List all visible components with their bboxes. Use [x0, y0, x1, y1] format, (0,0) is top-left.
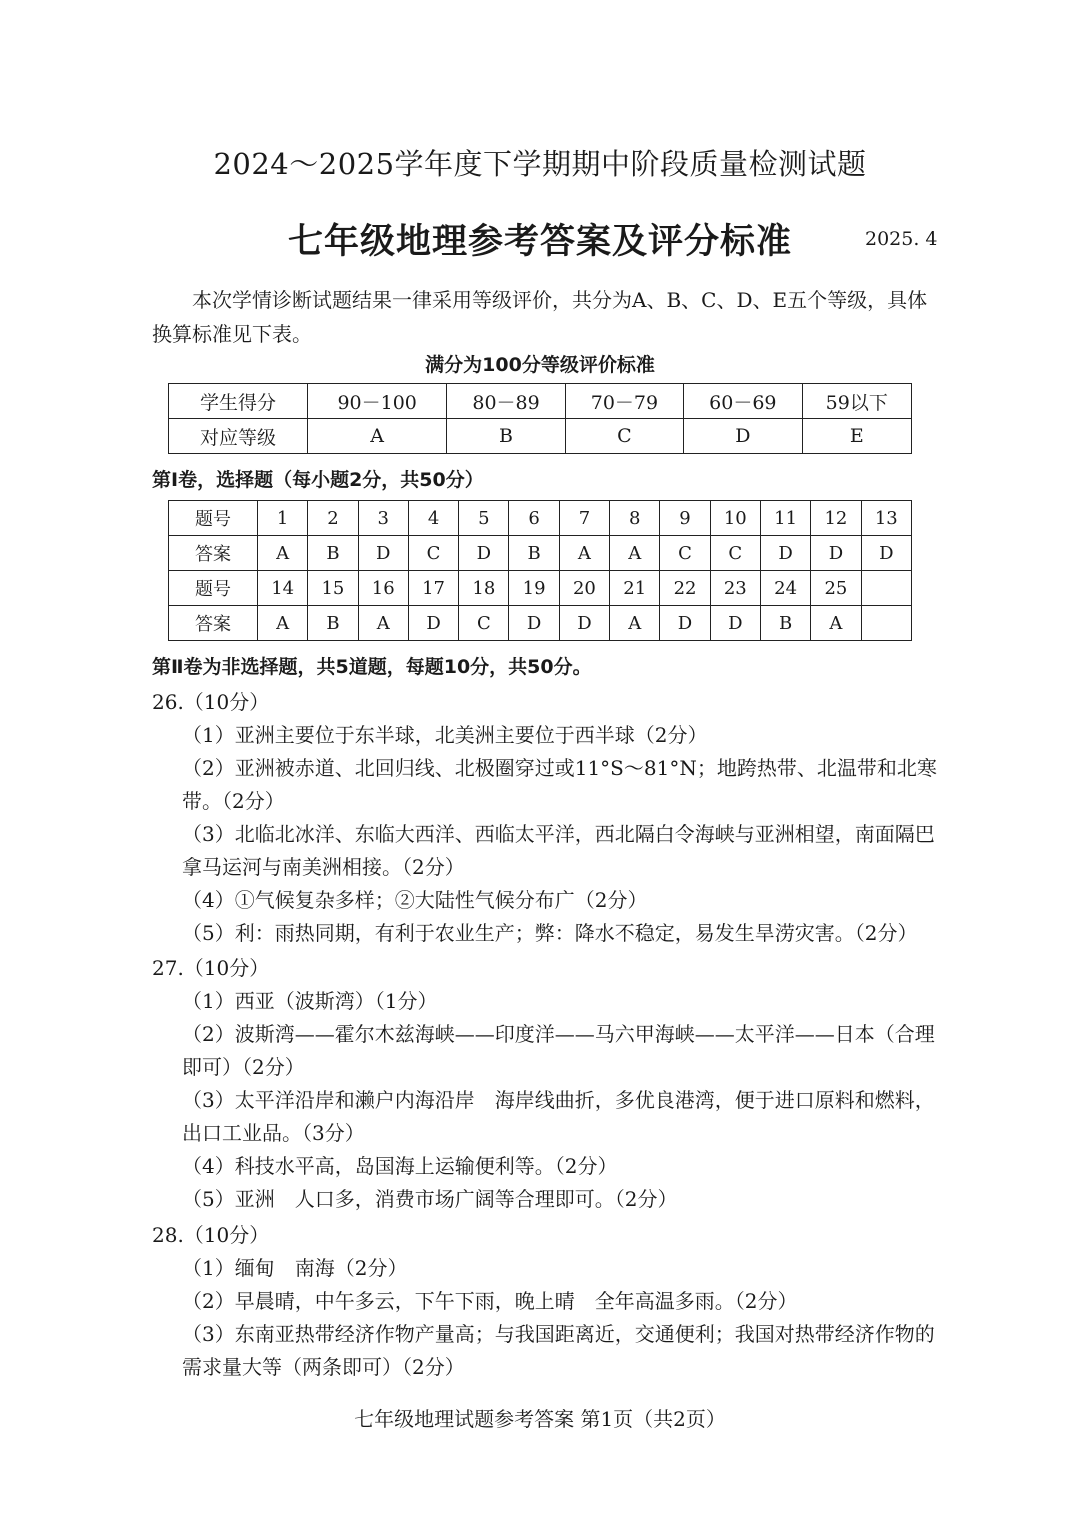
row-label: 学生得分: [169, 384, 308, 419]
answer-cell: D: [408, 606, 458, 641]
question-number-cell: 8: [610, 501, 660, 536]
answer-cell: [861, 606, 911, 641]
question-number-cell: 5: [459, 501, 509, 536]
question-number-cell: 19: [509, 571, 559, 606]
question-number-cell: 7: [559, 501, 609, 536]
answer-row-answers-2: [169, 606, 912, 641]
answer-cell: B: [509, 536, 559, 571]
grade-cell: D: [684, 419, 802, 454]
question-number-cell: 2: [308, 501, 358, 536]
answer-cell: A: [358, 606, 408, 641]
row-label: 题号: [169, 571, 258, 606]
answer-cell: B: [760, 606, 810, 641]
answer-item: （2）亚洲被赤道、北回归线、北极圈穿过或11°S～81°N；地跨热带、北温带和北寒带。（2分）: [182, 756, 937, 813]
question-number-cell: 16: [358, 571, 408, 606]
grade-table: [168, 383, 912, 454]
question-number-cell: 17: [408, 571, 458, 606]
question-number-cell: 13: [861, 501, 911, 536]
answer-cell: D: [509, 606, 559, 641]
date: 2025. 4: [865, 228, 938, 250]
row-label: 题号: [169, 501, 258, 536]
question-number: 27.（10分）: [152, 956, 270, 980]
grade-cell: A: [308, 419, 447, 454]
title-row: [0, 214, 1080, 264]
question-number-cell: 1: [258, 501, 308, 536]
section2-heading: 第Ⅱ卷为非选择题，共5道题，每题10分，共50分。: [152, 656, 592, 678]
answer-cell: C: [660, 536, 710, 571]
question-26: [152, 686, 942, 950]
answer-item: （2）早晨晴，中午多云，下午下雨，晚上晴 全年高温多雨。（2分）: [182, 1289, 798, 1313]
answer-item: （3）北临北冰洋、东临大西洋、西临太平洋，西北隔白令海峡与亚洲相望，南面隔巴拿马运河与南美洲相接。（2分）: [182, 822, 935, 879]
grade-cell: C: [565, 419, 683, 454]
answer-cell: B: [308, 536, 358, 571]
score-cell: 59以下: [802, 384, 911, 419]
answer-cell: C: [710, 536, 760, 571]
question-number-cell: 14: [258, 571, 308, 606]
grade-table-caption: 满分为100分等级评价标准: [425, 354, 655, 376]
answer-cell: C: [408, 536, 458, 571]
page-footer: 七年级地理试题参考答案 第1页（共2页）: [354, 1407, 726, 1431]
answer-item: （1）亚洲主要位于东半球，北美洲主要位于西半球（2分）: [182, 723, 708, 747]
answer-cell: A: [559, 536, 609, 571]
answer-item: （1）缅甸 南海（2分）: [182, 1256, 408, 1280]
question-number-cell: 9: [660, 501, 710, 536]
answer-item: （5）利：雨热同期，有利于农业生产；弊：降水不稳定，易发生旱涝灾害。（2分）: [182, 921, 918, 945]
question-number: 28.（10分）: [152, 1223, 270, 1247]
question-number-cell: 15: [308, 571, 358, 606]
answer-cell: D: [811, 536, 861, 571]
question-27: [152, 952, 942, 1216]
score-cell: 90－100: [308, 384, 447, 419]
exam-title: 2024～2025学年度下学期期中阶段质量检测试题: [213, 147, 867, 181]
answer-cell: A: [258, 536, 308, 571]
answer-item: （3）东南亚热带经济作物产量高；与我国距离近，交通便利；我国对热带经济作物的需求量大等（两条即可）（2分）: [182, 1322, 935, 1379]
grade-cell: E: [802, 419, 911, 454]
question-number-cell: 25: [811, 571, 861, 606]
answer-item: （4）科技水平高，岛国海上运输便利等。（2分）: [182, 1154, 618, 1178]
answer-cell: D: [459, 536, 509, 571]
answer-row-answers-1: [169, 536, 912, 571]
question-number-cell: 23: [710, 571, 760, 606]
question-number-cell: 3: [358, 501, 408, 536]
question-number-cell: 20: [559, 571, 609, 606]
row-label: 对应等级: [169, 419, 308, 454]
answer-row-numbers-2: [169, 571, 912, 606]
answer-cell: B: [308, 606, 358, 641]
answer-cell: C: [459, 606, 509, 641]
answer-row-numbers-1: [169, 501, 912, 536]
answer-cell: A: [610, 536, 660, 571]
question-number-cell: 18: [459, 571, 509, 606]
answer-cell: A: [610, 606, 660, 641]
intro-paragraph: 本次学情诊断试题结果一律采用等级评价，共分为A、B、C、D、E五个等级，具体换算标准见下表。: [152, 288, 928, 346]
score-cell: 60－69: [684, 384, 802, 419]
question-28: [152, 1219, 942, 1384]
answer-cell: D: [358, 536, 408, 571]
grade-table-row-scores: [169, 384, 912, 419]
grade-table-row-grades: [169, 419, 912, 454]
answer-cell: D: [760, 536, 810, 571]
answer-item: （1）西亚（波斯湾）（1分）: [182, 989, 438, 1013]
question-number-cell: 10: [710, 501, 760, 536]
answer-cell: A: [811, 606, 861, 641]
question-number-cell: 4: [408, 501, 458, 536]
answer-cell: D: [559, 606, 609, 641]
question-number: 26.（10分）: [152, 690, 270, 714]
row-label: 答案: [169, 606, 258, 641]
score-cell: 80－89: [447, 384, 565, 419]
section1-heading: 第Ⅰ卷，选择题（每小题2分，共50分）: [152, 469, 484, 491]
question-number-cell: 11: [760, 501, 810, 536]
answer-item: （2）波斯湾——霍尔木兹海峡——印度洋——马六甲海峡——太平洋——日本（合理即可）（2分）: [182, 1022, 935, 1079]
row-label: 答案: [169, 536, 258, 571]
answer-table: [168, 500, 912, 641]
main-title: 七年级地理参考答案及评分标准: [287, 222, 792, 262]
answer-cell: D: [710, 606, 760, 641]
answer-item: （4）①气候复杂多样；②大陆性气候分布广（2分）: [182, 888, 648, 912]
score-cell: 70－79: [565, 384, 683, 419]
answer-cell: A: [258, 606, 308, 641]
question-number-cell: [861, 571, 911, 606]
grade-cell: B: [447, 419, 565, 454]
answer-item: （3）太平洋沿岸和濑户内海沿岸 海岸线曲折，多优良港湾，便于进口原料和燃料，出口工业品。（3分）: [182, 1088, 935, 1145]
answer-item: （5）亚洲 人口多，消费市场广阔等合理即可。（2分）: [182, 1187, 678, 1211]
question-number-cell: 24: [760, 571, 810, 606]
answer-cell: D: [861, 536, 911, 571]
answer-cell: D: [660, 606, 710, 641]
question-number-cell: 6: [509, 501, 559, 536]
question-number-cell: 22: [660, 571, 710, 606]
question-number-cell: 21: [610, 571, 660, 606]
question-number-cell: 12: [811, 501, 861, 536]
